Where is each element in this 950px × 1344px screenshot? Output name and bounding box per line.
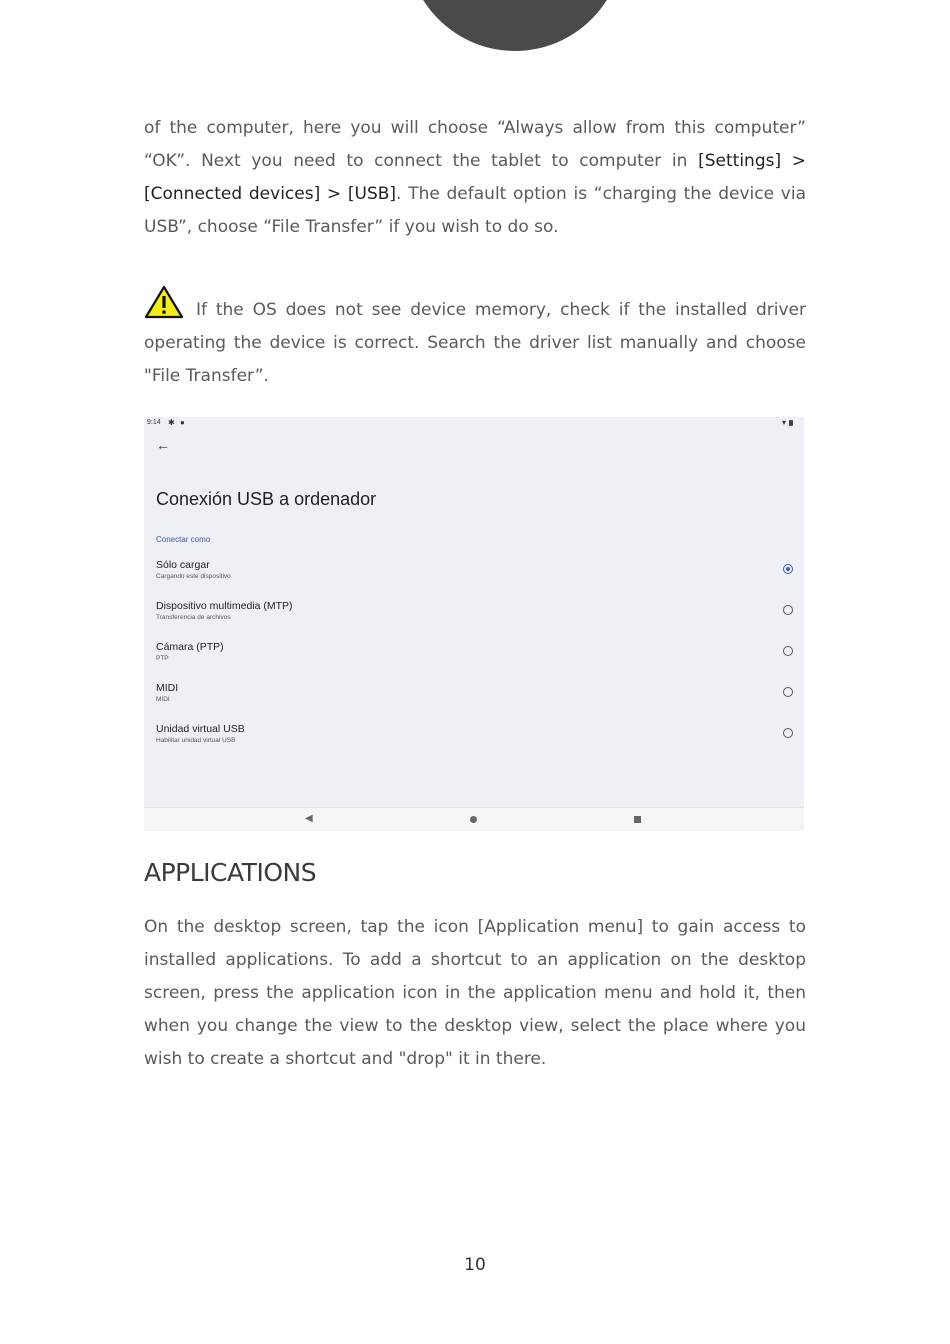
settings-gear-icon: ✱ — [168, 418, 175, 427]
option-subtitle: MIDI — [156, 696, 170, 703]
warning-triangle-icon — [144, 285, 184, 319]
nav-home-icon[interactable] — [470, 816, 477, 823]
option-mtp[interactable] — [144, 600, 804, 636]
screen-title: Conexión USB a ordenador — [156, 489, 377, 509]
nav-recents-icon[interactable] — [634, 816, 641, 823]
paragraph-text: of the computer, here you will choose “Always allow from this computer” “OK”. Next you need to connect the tablet to computer in — [144, 118, 806, 171]
section-heading: APPLICATIONS — [144, 858, 317, 887]
status-time: 9:14 — [147, 419, 161, 426]
option-title: Sólo cargar — [156, 559, 210, 571]
option-subtitle: Habilitar unidad virtual USB — [156, 737, 236, 744]
usb-instructions-paragraph — [144, 112, 806, 244]
option-ptp[interactable] — [144, 641, 804, 677]
option-midi[interactable] — [144, 682, 804, 718]
section-label: Conectar como — [156, 535, 211, 544]
option-subtitle: Cargando este dispositivo — [156, 573, 231, 580]
warning-paragraph — [144, 285, 806, 393]
battery-icon — [789, 420, 793, 426]
option-virtual-usb[interactable] — [144, 723, 804, 759]
navigation-bar — [144, 807, 804, 831]
radio-unselected[interactable] — [783, 605, 793, 615]
back-arrow-icon[interactable]: ← — [156, 437, 170, 453]
page-tab-decoration — [406, 0, 624, 51]
option-subtitle: PTP — [156, 655, 169, 662]
option-title: Unidad virtual USB — [156, 723, 245, 735]
wifi-icon: ▾ — [781, 418, 786, 427]
shield-icon: ● — [180, 418, 185, 427]
option-subtitle: Transferencia de archivos — [156, 614, 231, 621]
applications-paragraph: On the desktop screen, tap the icon [Application menu] to gain access to installed applications. To add a shortcut to an application on the desktop screen, press the application icon in the application menu and hold it, then when you change the view to the desktop view, select the place where you wish to create a shortcut and "drop" it in there. — [144, 917, 806, 1069]
option-title: MIDI — [156, 682, 179, 694]
warning-text: If the OS does not see device memory, check if the installed driver operating the device is correct. Search the driver list manually and choose "File Transfer”. — [144, 300, 806, 386]
radio-unselected[interactable] — [783, 728, 793, 738]
status-bar — [144, 417, 804, 431]
nav-back-icon[interactable]: ◀ — [305, 813, 313, 824]
radio-unselected[interactable] — [783, 646, 793, 656]
paragraph-text: . The default option is “charging the device via USB”, choose “File Transfer” if you wish to do so. — [144, 184, 806, 237]
usb-settings-screenshot — [144, 417, 804, 831]
page-number: 10 — [464, 1255, 486, 1275]
option-title: Dispositivo multimedia (MTP) — [156, 600, 293, 612]
settings-path: [Settings] > [Connected devices] > [USB] — [144, 151, 807, 204]
option-title: Cámara (PTP) — [156, 641, 224, 653]
option-charge-only[interactable] — [144, 559, 804, 595]
radio-selected[interactable] — [783, 564, 793, 574]
radio-unselected[interactable] — [783, 687, 793, 697]
